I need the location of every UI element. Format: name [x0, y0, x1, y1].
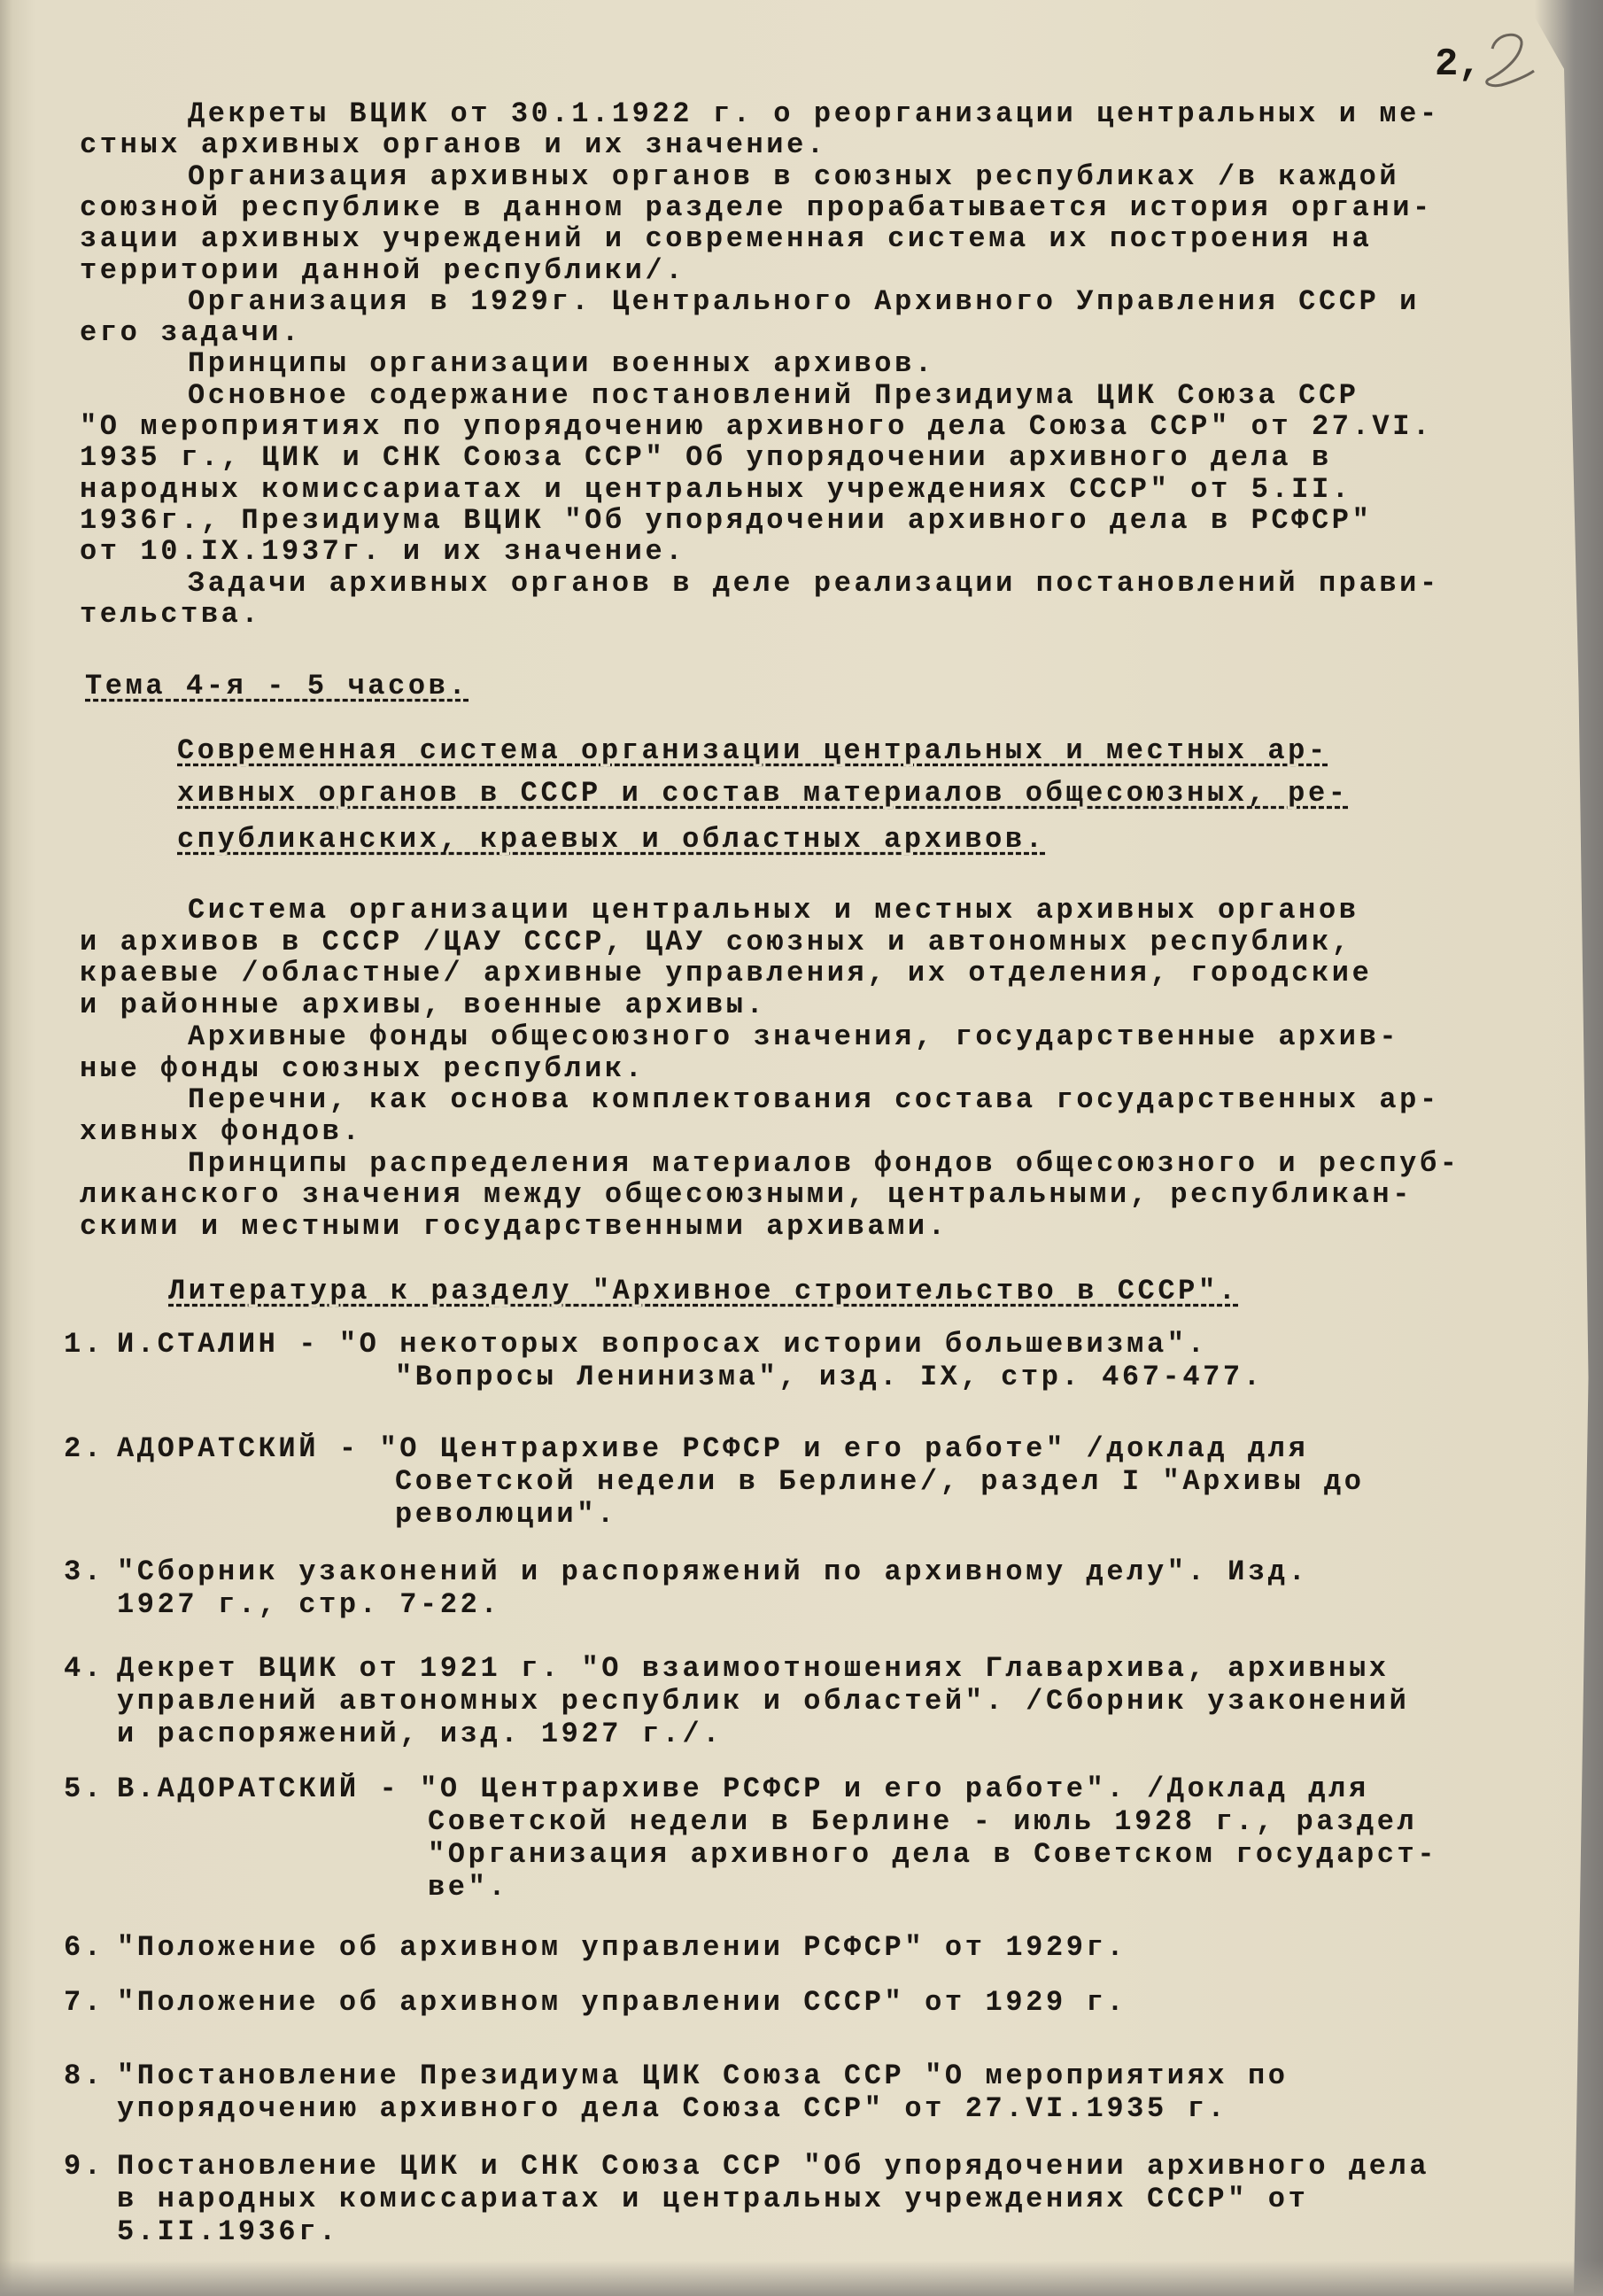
text-line: Принципы организации военных архивов.: [188, 347, 935, 381]
text-line: 1936г., Президиума ВЦИК "Об упорядочении архивного дела в РСФСР": [80, 503, 1373, 537]
text-line: народных комиссариатах и центральных учреждениях СССР" от 5.II.: [80, 472, 1352, 506]
literature-item-line: революции".: [395, 1498, 617, 1531]
literature-item-line: и распоряжений, изд. 1927 г./.: [117, 1718, 724, 1750]
text-line: союзной республике в данном разделе прорабатывается история органи-: [80, 190, 1433, 224]
text-line: хивных фондов.: [80, 1114, 363, 1148]
page-bottom-edge: [0, 2261, 1603, 2296]
literature-item-number: 2.: [64, 1432, 105, 1465]
literature-item-line: "Постановление Президиума ЦИК Союза ССР "О мероприятиях по: [117, 2059, 1289, 2092]
literature-item-line: "Сборник узаконений и распоряжений по архивному делу". Изд.: [117, 1555, 1309, 1588]
literature-item-line: ве".: [428, 1871, 509, 1904]
text-line: и архивов в СССР /ЦАУ СССР, ЦАУ союзных и автономных республик,: [80, 925, 1352, 958]
literature-item-number: 1.: [64, 1328, 105, 1361]
literature-item-number: 5.: [64, 1772, 105, 1805]
text-line: его задачи.: [80, 316, 302, 350]
text-line: скими и местными государственными архивами.: [80, 1210, 949, 1243]
text-line: Архивные фонды общесоюзного значения, государственные архив-: [188, 1020, 1400, 1053]
text-line: Основное содержание постановлений Президиума ЦИК Союза ССР: [188, 378, 1359, 412]
topic-title-line: хивных органов в СССР и состав материалов общесоюзных, ре-: [177, 777, 1349, 810]
literature-item-line: Постановление ЦИК и СНК Союза ССР "Об упорядочении архивного дела: [117, 2150, 1430, 2183]
text-line: Система организации центральных и местных архивных органов: [188, 894, 1359, 927]
text-line: Организация в 1929г. Центрального Архивного Управления СССР и: [188, 284, 1420, 318]
literature-item-line: "Положение об архивном управлении РСФСР" от 1929г.: [117, 1931, 1127, 1964]
text-line: Задачи архивных органов в деле реализации постановлений прави-: [188, 566, 1440, 600]
literature-item-number: 3.: [64, 1555, 105, 1588]
text-line: Организация архивных органов в союзных республиках /в каждой: [188, 159, 1400, 193]
literature-item-line: "Вопросы Ленинизма", изд. IX, стр. 467-477.: [395, 1361, 1264, 1393]
literature-item-line: 5.II.1936г.: [117, 2215, 339, 2248]
text-line: ные фонды союзных республик.: [80, 1051, 646, 1085]
literature-item-number: 8.: [64, 2059, 105, 2092]
literature-item-number: 9.: [64, 2150, 105, 2183]
text-line: Декреты ВЦИК от 30.1.1922 г. о реорганизации центральных и ме-: [188, 97, 1440, 130]
text-line: территории данной республики/.: [80, 253, 686, 287]
literature-item-line: 1927 г., стр. 7-22.: [117, 1588, 501, 1621]
text-line: зации архивных учреждений и современная система их построения на: [80, 222, 1373, 256]
handwritten-folio-number: [1479, 27, 1541, 97]
text-line: от 10.IX.1937г. и их значение.: [80, 535, 686, 569]
text-line: стных архивных органов и их значение.: [80, 128, 827, 162]
literature-heading: Литература к разделу "Архивное строительство в СССР".: [168, 1275, 1239, 1307]
literature-item-line: Декрет ВЦИК от 1921 г. "О взаимоотношениях Главархива, архивных: [117, 1652, 1390, 1685]
literature-item-line: упорядочению архивного дела Союза ССР" от 27.VI.1935 г.: [117, 2092, 1228, 2125]
text-line: краевые /областные/ архивные управления, их отделения, городские: [80, 957, 1373, 990]
text-line: ликанского значения между общесоюзными, центральными, республикан-: [80, 1178, 1413, 1212]
literature-item-line: Советской недели в Берлине/, раздел I "Архивы до: [395, 1465, 1365, 1498]
literature-item-line: "Организация архивного дела в Советском государст-: [428, 1838, 1438, 1871]
page-edge-shadow: [1506, 0, 1603, 2296]
literature-item-line: В.АДОРАТСКИЙ - "О Центрархиве РСФСР и его работе". /Доклад для: [117, 1772, 1369, 1805]
literature-item-number: 7.: [64, 1986, 105, 2019]
literature-item-line: АДОРАТСКИЙ - "О Центрархиве РСФСР и его работе" /доклад для: [117, 1432, 1309, 1465]
text-line: тельства.: [80, 597, 262, 631]
literature-item-line: И.СТАЛИН - "О некоторых вопросах истории большевизма".: [117, 1328, 1208, 1361]
page-number: 2,: [1435, 43, 1482, 87]
literature-item-line: Советской недели в Берлине - июль 1928 г., раздел: [428, 1805, 1418, 1838]
text-line: "О мероприятиях по упорядочению архивного дела Союза ССР" от 27.VI.: [80, 410, 1433, 443]
literature-item-line: в народных комиссариатах и центральных учреждениях СССР" от: [117, 2183, 1309, 2215]
text-line: Принципы распределения материалов фондов общесоюзного и респуб-: [188, 1146, 1460, 1180]
literature-item-number: 6.: [64, 1931, 105, 1964]
topic-heading: Тема 4-я - 5 часов.: [85, 670, 469, 702]
literature-item-number: 4.: [64, 1652, 105, 1685]
text-line: Перечни, как основа комплектования состава государственных ар-: [188, 1083, 1440, 1117]
topic-title-line: спубликанских, краевых и областных архивов.: [177, 823, 1046, 856]
topic-title-line: Современная система организации центральных и местных ар-: [177, 734, 1328, 767]
text-line: 1935 г., ЦИК и СНК Союза ССР" Об упорядочении архивного дела в: [80, 441, 1332, 475]
text-line: и районные архивы, военные архивы.: [80, 989, 767, 1022]
literature-item-line: "Положение об архивном управлении СССР" от 1929 г.: [117, 1986, 1127, 2019]
literature-item-line: управлений автономных республик и областей". /Сборник узаконений: [117, 1685, 1410, 1718]
